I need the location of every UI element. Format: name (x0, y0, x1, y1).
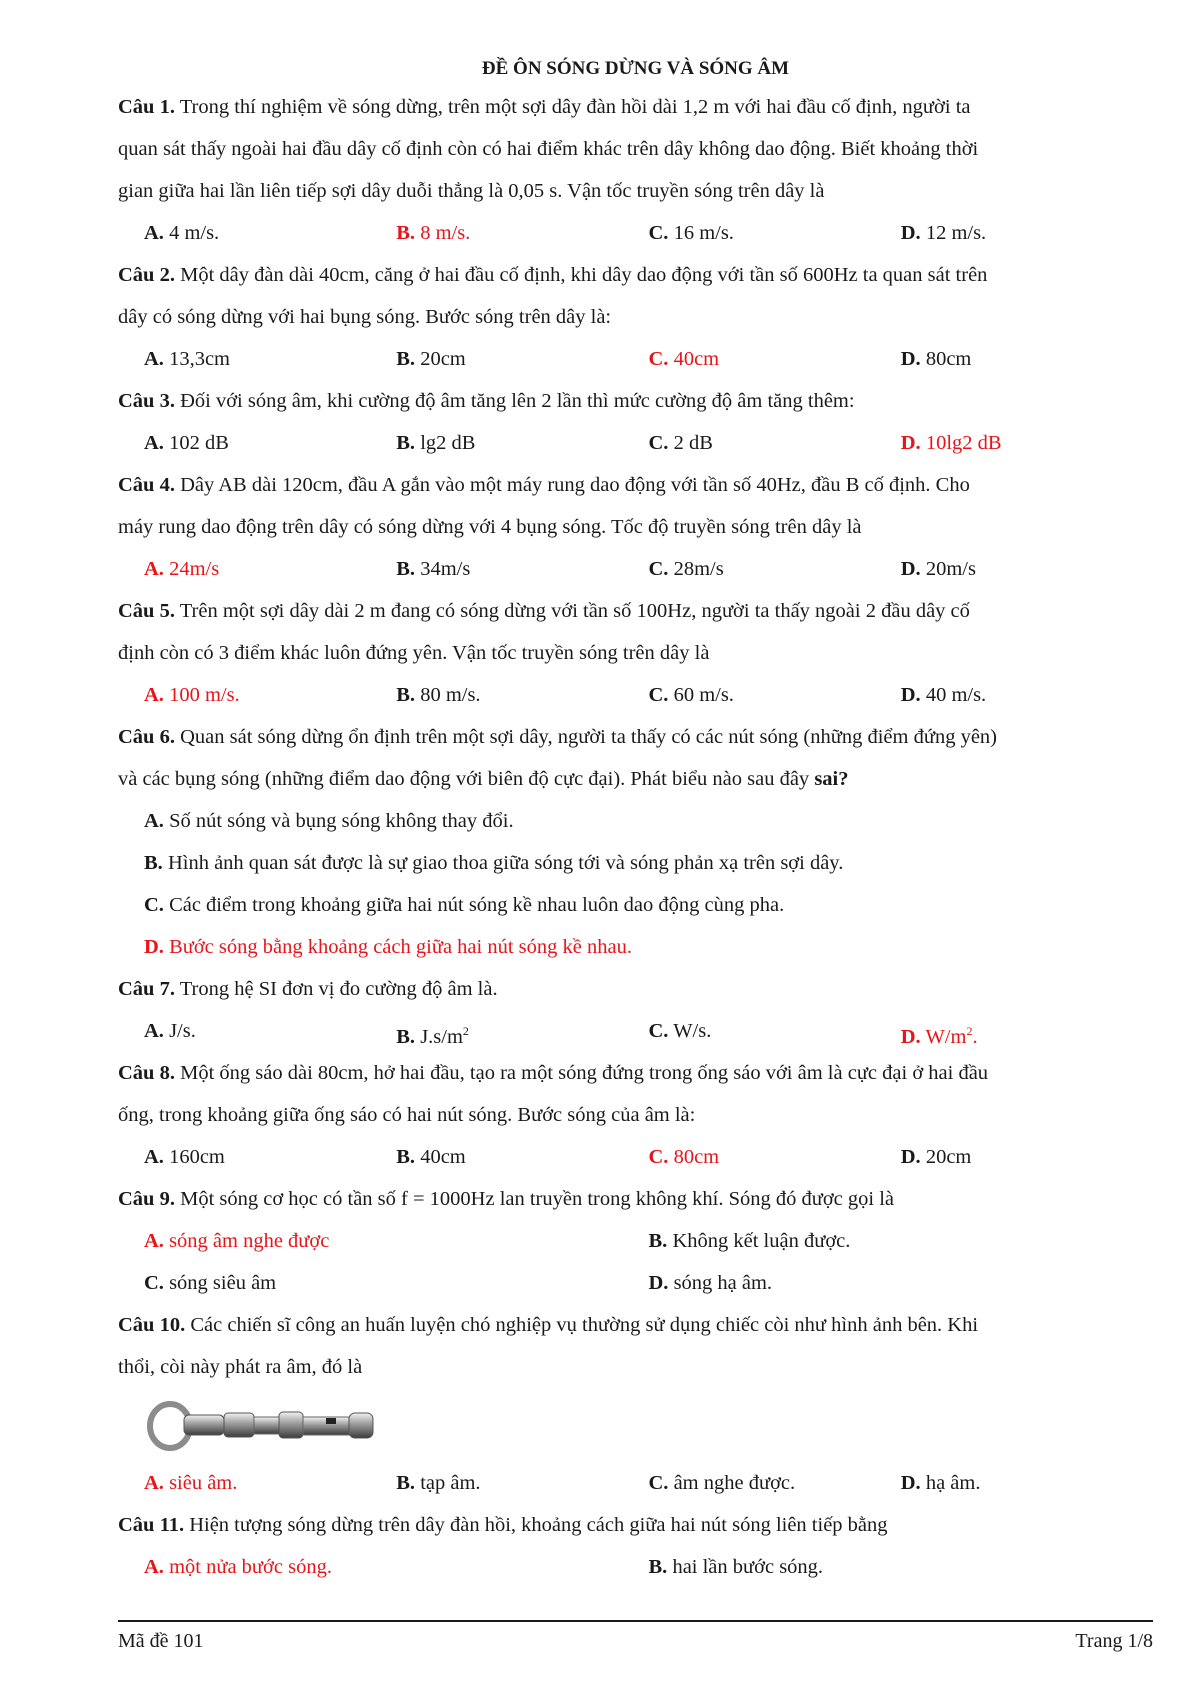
option-d: D. 20cm (900, 1146, 972, 1168)
option-c: C. 16 m/s. (648, 222, 734, 244)
options-row (118, 1010, 1153, 1052)
question-label: Câu 9. (118, 1188, 175, 1210)
question-label: Câu 11. (118, 1514, 185, 1536)
option-a-answer: A. 24m/s (144, 558, 220, 580)
option-c: C. 28m/s (648, 558, 724, 580)
dog-whistle-icon (144, 1388, 1153, 1462)
option-b: B. 80 m/s. (396, 684, 481, 706)
question-10: Câu 10. Các chiến sĩ công an huấn luyện chó nghiệp vụ thường sử dụng chiếc còi như hình ảnh bên. Khi (118, 1314, 979, 1336)
option-a: A. Số nút sóng và bụng sóng không thay đổi. (144, 810, 514, 832)
question-label: Câu 4. (118, 474, 175, 496)
question-label: Câu 10. (118, 1314, 186, 1336)
option-d-answer: D. 10lg2 dB (900, 432, 1002, 454)
options-row (118, 212, 1153, 254)
option-b: B. 40cm (396, 1146, 466, 1168)
option-b-answer: B. 8 m/s. (396, 222, 471, 244)
option-d: D. 20m/s (900, 558, 976, 580)
option-a: A. J/s. (144, 1020, 196, 1042)
option-d-answer: D. Bước sóng bằng khoảng cách giữa hai nút sóng kề nhau. (144, 936, 632, 958)
option-c: C. 2 dB (648, 432, 713, 454)
option-b: B. 20cm (396, 348, 466, 370)
option-c: C. 60 m/s. (648, 684, 734, 706)
option-a-answer: A. một nửa bước sóng. (144, 1556, 332, 1578)
question-7: Câu 7. Trong hệ SI đơn vị đo cường độ âm là. (118, 978, 498, 1000)
page-number: Trang 1/8 (1075, 1630, 1153, 1652)
question-8: Câu 8. Một ống sáo dài 80cm, hở hai đầu, tạo ra một sóng đứng trong ống sáo với âm là cực đại ở hai đầu (118, 1062, 989, 1084)
option-b: B. Hình ảnh quan sát được là sự giao thoa giữa sóng tới và sóng phản xạ trên sợi dây. (144, 852, 844, 874)
question-text: ống, trong khoảng giữa ống sáo có hai nút sóng. Bước sóng của âm là: (118, 1104, 696, 1126)
options-row (118, 674, 1153, 716)
option-b: B. hai lần bước sóng. (648, 1556, 824, 1578)
options-row (118, 338, 1153, 380)
option-c: C. W/s. (648, 1020, 712, 1042)
options-row (118, 422, 1153, 464)
option-a: A. 102 dB (144, 432, 229, 454)
option-c: C. sóng siêu âm (144, 1272, 277, 1294)
question-label: Câu 7. (118, 978, 175, 1000)
question-11: Câu 11. Hiện tượng sóng dừng trên dây đàn hồi, khoảng cách giữa hai nút sóng liên tiếp bằng (118, 1514, 888, 1536)
question-9: Câu 9. Một sóng cơ học có tần số f = 1000Hz lan truyền trong không khí. Sóng đó được gọi là (118, 1188, 895, 1210)
question-text: định còn có 3 điểm khác luôn đứng yên. Vận tốc truyền sóng trên dây là (118, 642, 710, 664)
option-a-answer: A. 100 m/s. (144, 684, 240, 706)
option-b: B. $J.s/m^2$ (396, 1024, 469, 1048)
option-b: B. Không kết luận được. (648, 1230, 851, 1252)
page-title: ĐỀ ÔN SÓNG DỪNG VÀ SÓNG ÂM (481, 58, 790, 79)
question-text: máy rung dao động trên dây có sóng dừng với 4 bụng sóng. Tốc độ truyền sóng trên dây là (118, 516, 862, 538)
option-a: A. 13,3cm (144, 348, 230, 370)
option-a-answer: A. sóng âm nghe được (144, 1230, 330, 1252)
option-d: D. 40 m/s. (900, 684, 987, 706)
question-6: Câu 6. Quan sát sóng dừng ổn định trên một sợi dây, người ta thấy có các nút sóng (những điểm đứng yên) (118, 726, 997, 748)
option-d: D. 12 m/s. (900, 222, 987, 244)
question-text: quan sát thấy ngoài hai đầu dây cố định còn có hai điểm khác trên dây không dao động. Biết khoảng thời (118, 138, 979, 160)
option-c: C. Các điểm trong khoảng giữa hai nút sóng kề nhau luôn dao động cùng pha. (144, 894, 785, 916)
options-row (118, 548, 1153, 590)
exam-page (118, 52, 1153, 1588)
option-c: C. âm nghe được. (648, 1472, 796, 1494)
option-d: D. 80cm (900, 348, 972, 370)
option-d-answer: D. $W/m^2$. (900, 1024, 978, 1048)
question-5: Câu 5. Trên một sợi dây dài 2 m đang có sóng dừng với tần số 100Hz, người ta thấy ngoài 2 đầu dây cố (118, 600, 970, 622)
question-label: Câu 5. (118, 600, 175, 622)
question-label: Câu 3. (118, 390, 175, 412)
question-label: Câu 6. (118, 726, 175, 748)
question-text: gian giữa hai lần liên tiếp sợi dây duỗi thẳng là 0,05 s. Vận tốc truyền sóng trên dây là (118, 180, 825, 202)
option-b: B. 34m/s (396, 558, 471, 580)
option-b: B. tạp âm. (396, 1472, 481, 1494)
options-row (118, 1136, 1153, 1178)
question-label: Câu 1. (118, 96, 175, 118)
option-d: D. hạ âm. (900, 1472, 981, 1494)
options-row (118, 1220, 1153, 1262)
option-b: B. lg2 dB (396, 432, 476, 454)
option-a-answer: A. siêu âm. (144, 1472, 238, 1494)
question-label: Câu 8. (118, 1062, 175, 1084)
option-d: D. sóng hạ âm. (648, 1272, 773, 1294)
question-3: Câu 3. Đối với sóng âm, khi cường độ âm tăng lên 2 lần thì mức cường độ âm tăng thêm: (118, 390, 855, 412)
option-c-answer: C. 40cm (648, 348, 720, 370)
option-c-answer: C. 80cm (648, 1146, 720, 1168)
option-a: A. 160cm (144, 1146, 225, 1168)
options-row (118, 1462, 1153, 1504)
options-row (118, 1546, 1153, 1588)
question-text: thổi, còi này phát ra âm, đó là (118, 1356, 363, 1378)
question-4: Câu 4. Dây AB dài 120cm, đầu A gắn vào một máy rung dao động với tần số 40Hz, đầu B cố định. Cho (118, 474, 970, 496)
question-2: Câu 2. Một dây đàn dài 40cm, căng ở hai đầu cố định, khi dây dao động với tần số 600Hz ta quan sát trên (118, 264, 988, 286)
emphasis-word: sai? (814, 768, 849, 790)
options-row (118, 1262, 1153, 1304)
page-footer (118, 1620, 1153, 1652)
question-text: và các bụng sóng (những điểm dao động với biên độ cực đại). Phát biểu nào sau đây sai? (118, 768, 849, 790)
option-a: A. 4 m/s. (144, 222, 220, 244)
question-label: Câu 2. (118, 264, 175, 286)
question-1: Câu 1. Trong thí nghiệm về sóng dừng, trên một sợi dây đàn hồi dài 1,2 m với hai đầu cố định, người ta (118, 96, 971, 118)
question-text: dây có sóng dừng với hai bụng sóng. Bước sóng trên dây là: (118, 306, 612, 328)
exam-code: Mã đề 101 (118, 1630, 204, 1652)
